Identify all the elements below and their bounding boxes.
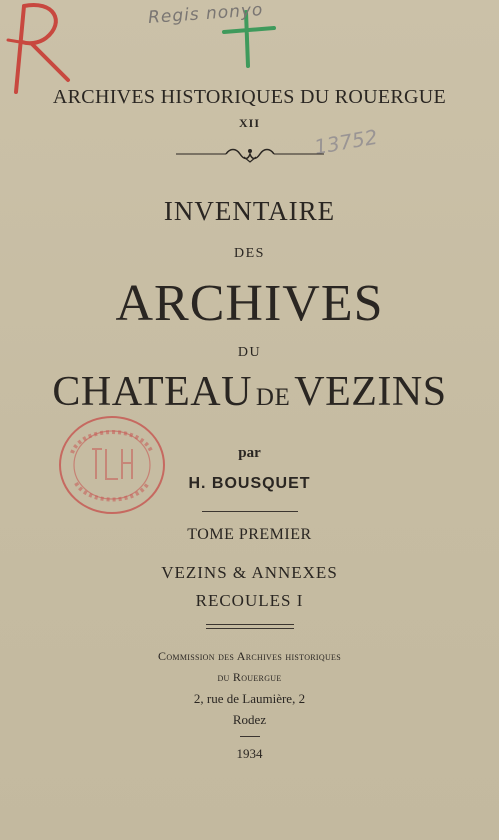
title-line-des: DES: [234, 246, 265, 261]
ornament-divider: [170, 142, 330, 166]
series-volume: XII: [238, 116, 260, 130]
title-line-archives: ARCHIVES: [115, 275, 384, 332]
series-title: ARCHIVES HISTORIQUES DU ROUERGUE: [52, 86, 447, 108]
title-line-du: DU: [237, 345, 262, 360]
title-word-vezins: VEZINS: [294, 369, 447, 415]
publication-year: 1934: [236, 746, 263, 761]
library-stamp: [56, 413, 168, 517]
title-word-de: DE: [255, 384, 291, 411]
title-line-chateau-de-vezins: [0, 368, 499, 416]
publisher-address: 2, rue de Laumière, 2: [193, 691, 306, 706]
red-letter-r-mark: [2, 0, 82, 100]
double-divider-rule: [206, 624, 294, 629]
volume-subtitle-2: RECOULES I: [195, 591, 304, 610]
author-name: H. BOUSQUET: [188, 475, 311, 492]
handwritten-shelf-number: 13752: [312, 124, 380, 160]
short-divider-rule: [240, 736, 260, 737]
handwritten-note: Regis nonyo: [147, 0, 265, 29]
divider-rule: [202, 511, 298, 512]
title-word-chateau: CHATEAU: [52, 369, 252, 415]
tome-label: TOME PREMIER: [187, 526, 312, 543]
volume-subtitle-1: VEZINS & ANNEXES: [161, 563, 338, 582]
publisher-line-1: Commission des Archives historiques: [158, 649, 341, 663]
publisher-line-2: du Rouergue: [217, 670, 282, 684]
title-line-inventaire: INVENTAIRE: [163, 196, 336, 226]
byline-par: par: [238, 445, 261, 461]
publisher-city: Rodez: [232, 712, 267, 727]
